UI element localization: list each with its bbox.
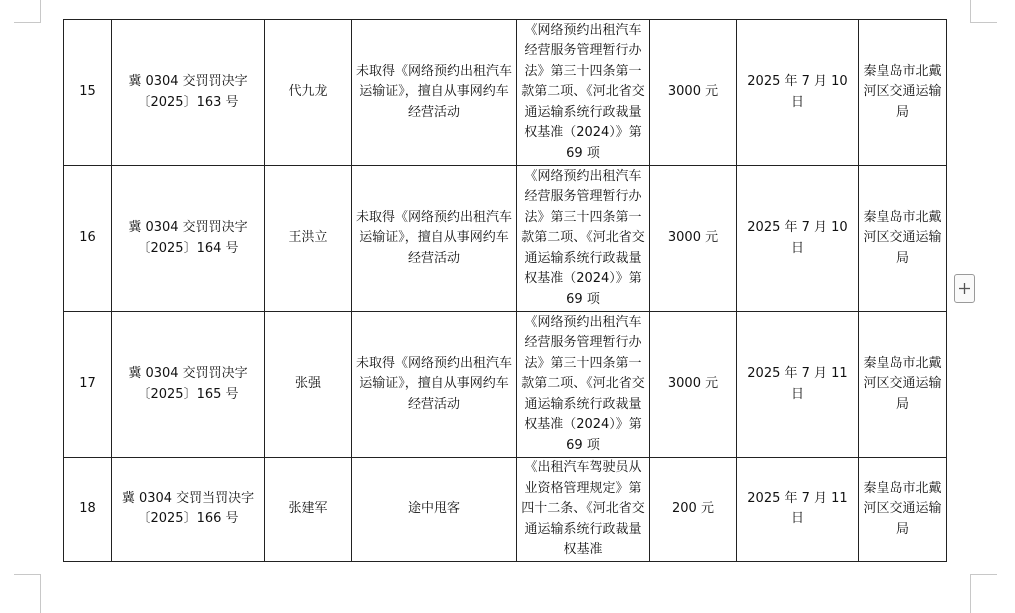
party-name[interactable]: 王洪立 <box>265 166 352 312</box>
document-number[interactable]: 冀 0304 交罚罚决字〔2025〕163 号 <box>112 20 265 166</box>
page-corner-mark <box>970 0 997 23</box>
violation-description[interactable]: 未取得《网络预约出租汽车运输证》，擅自从事网约车经营活动 <box>352 20 517 166</box>
page-corner-mark <box>970 574 997 613</box>
page-corner-mark <box>14 0 41 23</box>
violation-description[interactable]: 途中甩客 <box>352 458 517 562</box>
issuing-authority[interactable]: 秦皇岛市北戴河区交通运输局 <box>859 166 947 312</box>
decision-date[interactable]: 2025 年 7 月 10 日 <box>737 166 859 312</box>
penalty-records-table <box>63 19 947 562</box>
violation-description[interactable]: 未取得《网络预约出租汽车运输证》，擅自从事网约车经营活动 <box>352 166 517 312</box>
row-number[interactable]: 16 <box>64 166 112 312</box>
decision-date[interactable]: 2025 年 7 月 10 日 <box>737 20 859 166</box>
row-number[interactable]: 17 <box>64 312 112 458</box>
violation-description[interactable]: 未取得《网络预约出租汽车运输证》，擅自从事网约车经营活动 <box>352 312 517 458</box>
document-number[interactable]: 冀 0304 交罚当罚决字〔2025〕166 号 <box>112 458 265 562</box>
issuing-authority[interactable]: 秦皇岛市北戴河区交通运输局 <box>859 312 947 458</box>
plus-icon <box>958 282 971 295</box>
legal-basis[interactable]: 《网络预约出租汽车经营服务管理暂行办法》第三十四条第一款第二项、《河北省交通运输系统行政裁量权基准（2024）》第 69 项 <box>517 20 650 166</box>
row-number[interactable]: 15 <box>64 20 112 166</box>
legal-basis[interactable]: 《出租汽车驾驶员从业资格管理规定》第四十二条、《河北省交通运输系统行政裁量权基准 <box>517 458 650 562</box>
page-corner-mark <box>14 574 41 613</box>
penalty-amount[interactable]: 3000 元 <box>650 20 737 166</box>
party-name[interactable]: 代九龙 <box>265 20 352 166</box>
table-row <box>64 20 947 166</box>
document-number[interactable]: 冀 0304 交罚罚决字〔2025〕165 号 <box>112 312 265 458</box>
issuing-authority[interactable]: 秦皇岛市北戴河区交通运输局 <box>859 20 947 166</box>
party-name[interactable]: 张强 <box>265 312 352 458</box>
table-row <box>64 312 947 458</box>
decision-date[interactable]: 2025 年 7 月 11 日 <box>737 458 859 562</box>
row-number[interactable]: 18 <box>64 458 112 562</box>
document-number[interactable]: 冀 0304 交罚罚决字〔2025〕164 号 <box>112 166 265 312</box>
penalty-amount[interactable]: 200 元 <box>650 458 737 562</box>
issuing-authority[interactable]: 秦皇岛市北戴河区交通运输局 <box>859 458 947 562</box>
table-row <box>64 458 947 562</box>
table-row <box>64 166 947 312</box>
legal-basis[interactable]: 《网络预约出租汽车经营服务管理暂行办法》第三十四条第一款第二项、《河北省交通运输系统行政裁量权基准（2024）》第 69 项 <box>517 166 650 312</box>
party-name[interactable]: 张建军 <box>265 458 352 562</box>
decision-date[interactable]: 2025 年 7 月 11 日 <box>737 312 859 458</box>
penalty-amount[interactable]: 3000 元 <box>650 166 737 312</box>
add-row-button[interactable] <box>954 274 975 303</box>
legal-basis[interactable]: 《网络预约出租汽车经营服务管理暂行办法》第三十四条第一款第二项、《河北省交通运输系统行政裁量权基准（2024）》第 69 项 <box>517 312 650 458</box>
penalty-amount[interactable]: 3000 元 <box>650 312 737 458</box>
